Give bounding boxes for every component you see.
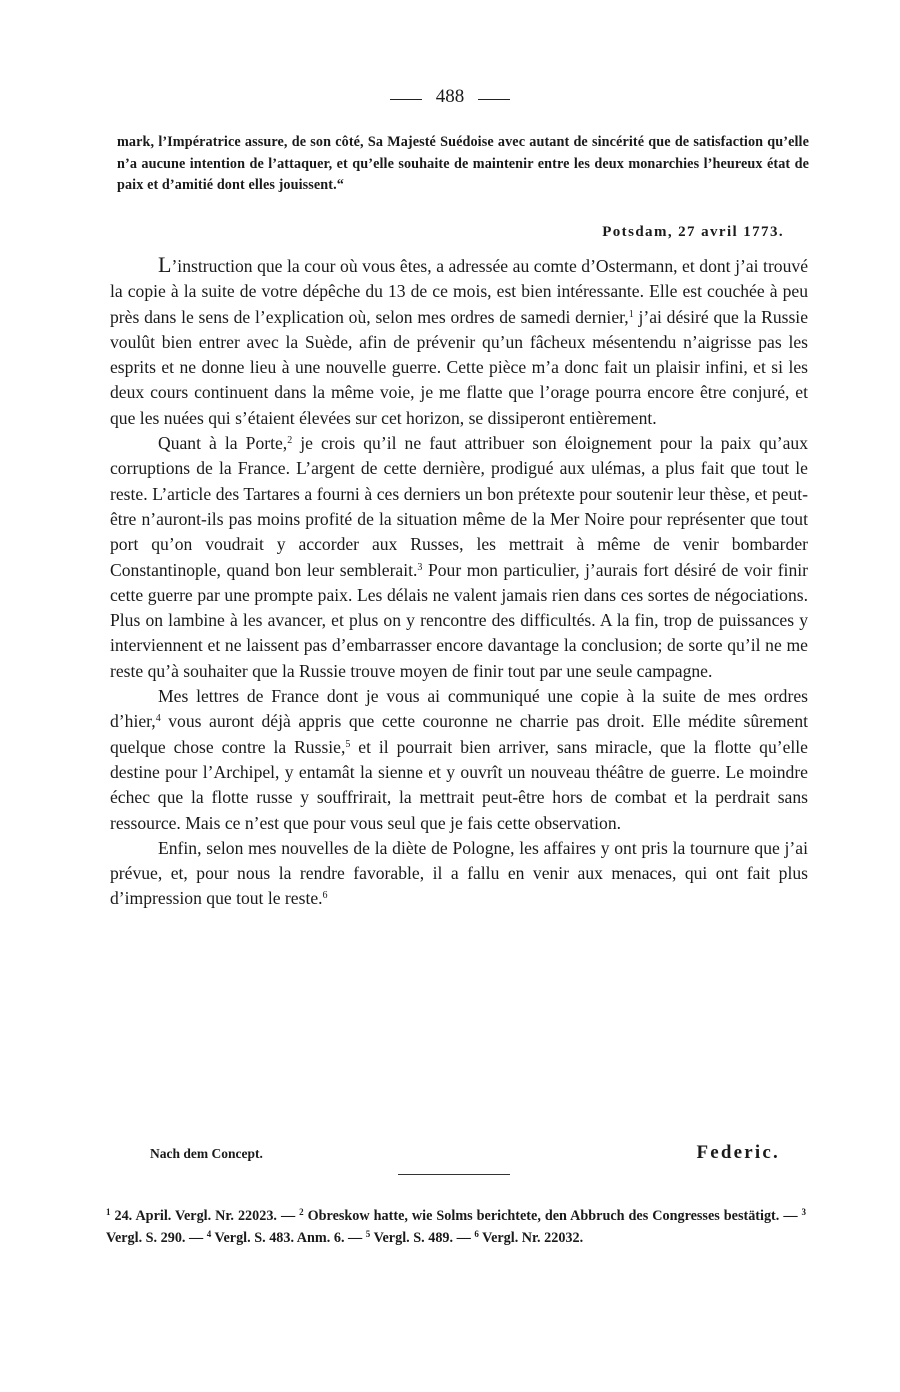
footnote-ref-2: 2 [287,435,293,447]
paragraph-3-text-a: Mes lettres de France dont je vous ai communiqué une copie à la suite de mes ordres d’hier, [110,686,808,732]
footnote-marker-4: 4 [206,1228,212,1239]
footnote-ref-4: 4 [155,713,161,725]
source-note: Nach dem Concept. [150,1146,263,1161]
footnote-1-text: 24. April. Vergl. Nr. 22023. — [110,1208,300,1224]
header-dash-right [478,99,510,100]
page-header [0,86,900,108]
paragraph-1-text-a: ’instruction que la cour où vous êtes, a adressée au comte d’Ostermann, et dont j’ai trouvé la copie à la suite de votre dépêche du 13 de ce mois, est bien intéressante. Elle est couchée à peu près dans le sens de l’explication où, selon mes ordres de samedi dernier, [110,256,808,327]
footnote-ref-1: 1 [628,308,634,320]
dateline: Potsdam, 27 avril 1773. [602,224,784,240]
paragraph-2 [110,431,808,684]
paragraph-1 [110,252,808,431]
paragraph-2-text-c: Pour mon particulier, j’aurais fort désiré de voir finir cette guerre par une prompte paix. Les délais ne valent jamais rien dans ces sortes de négociations. Plus on lambine à les avancer, et plus on y rencontre des difficultés. A la fin, trop de puissances y interviennent et ne laissent pas d’embarrasser encore davantage la conclusion; de sorte qu’il ne me reste qu’à souhaiter que la Russie trouve moyen de finir tout par une seule campagne. [110,559,808,681]
letter-body [110,252,808,912]
footnote-4-text: Vergl. S. 483. Anm. 6. — [211,1229,366,1246]
paragraph-4 [110,836,808,912]
footnote-ref-3: 3 [417,561,423,573]
footnotes [106,1206,806,1249]
footnote-6-text: Vergl. Nr. 22032. [478,1229,584,1246]
signature: Federic. [696,1142,780,1163]
paragraph-2-text-a: Quant à la Porte, [158,433,288,454]
footnote-3-text: Vergl. S. 290. — [106,1229,207,1246]
footnote-ref-5: 5 [345,738,351,750]
footnote-ref-6: 6 [322,890,328,902]
paragraph-3-text-c: et il pourrait bien arriver, sans miracle, que la flotte qu’elle destine pour l’Archipel, y entamât la sienne et y ouvrît un nouveau théâtre de guerre. Le moindre échec que la flotte russe y souffrirait, la mettrait peut-être hors de combat et la perdrait sans ressource. Mais ce n’est que pour vous seul que je fais cette observation. [110,736,808,833]
paragraph-1-text-b: j’ai désiré que la Russie voulût bien entrer avec la Suède, afin de prévenir qu’un fâcheux mésentendu n’aigrisse pas les esprits et ne donne lieu à une nouvelle guerre. Cette pièce m’a donc fait un plaisir infini, et si les deux cours continuent dans la même voie, je me flatte que l’orage pourra encore être conjuré, et que les nuées qui s’étaient élevées sur cet horizon, se dissiperont entièrement. [110,306,809,428]
header-dash-left [390,99,422,100]
paragraph-2-text-b: je crois qu’il ne faut attribuer son éloignement pour la paix qu’aux corruptions de la France. L’argent de cette dernière, prodigué aux ulémas, a plus fait que tout le reste. L’article des Tartares a fourni à ces derniers un bon prétexte pour soutenir leur thèse, et peut-être n’auront-ils pas moins profité de la situation même de la Mer Noire pour représenter que tout port qu’on voudrait y accorder aux Russes, les mettrait à même de venir bombarder Constantinople, quand bon leur semblerait. [110,433,808,580]
paragraph-3-text-b: vous auront déjà appris que cette couronne ne charrie pas droit. Elle médite sûrement quelque chose contre la Russie, [110,711,808,757]
quoted-block: mark, l’Impératrice assure, de son côté, Sa Majesté Suédoise avec autant de sincérité que de satisfaction qu’elle n’a aucune intention de l’attaquer, et qu’elle souhaite de maintenir entre les deux monarchies l’heureux état de paix et d’amitié dont elles jouissent.“ [117,134,809,194]
footnote-5-text: Vergl. S. 489. — [370,1229,475,1246]
footnote-marker-2: 2 [299,1207,304,1217]
page-number: 488 [435,86,465,107]
initial-letter: L [158,252,172,277]
paragraph-3 [110,684,808,836]
footnote-marker-1: 1 [106,1207,111,1217]
footnote-marker-3: 3 [801,1207,807,1217]
footnote-marker-5: 5 [365,1228,371,1239]
footnote-2-text: Obreskow hatte, wie Solms berichtete, den Abbruch des Congresses bestätigt. — [303,1208,802,1224]
paragraph-4-text-a: Enfin, selon mes nouvelles de la diète de Pologne, les affaires y ont pris la tournure que j’ai prévue, et, pour nous la rendre favorable, il a fallu en venir aux menaces, qui ont fait plus d’impression que tout le reste. [110,837,808,909]
footnote-divider [398,1174,510,1175]
footnote-marker-6: 6 [474,1228,479,1239]
closing-line [150,1142,780,1164]
